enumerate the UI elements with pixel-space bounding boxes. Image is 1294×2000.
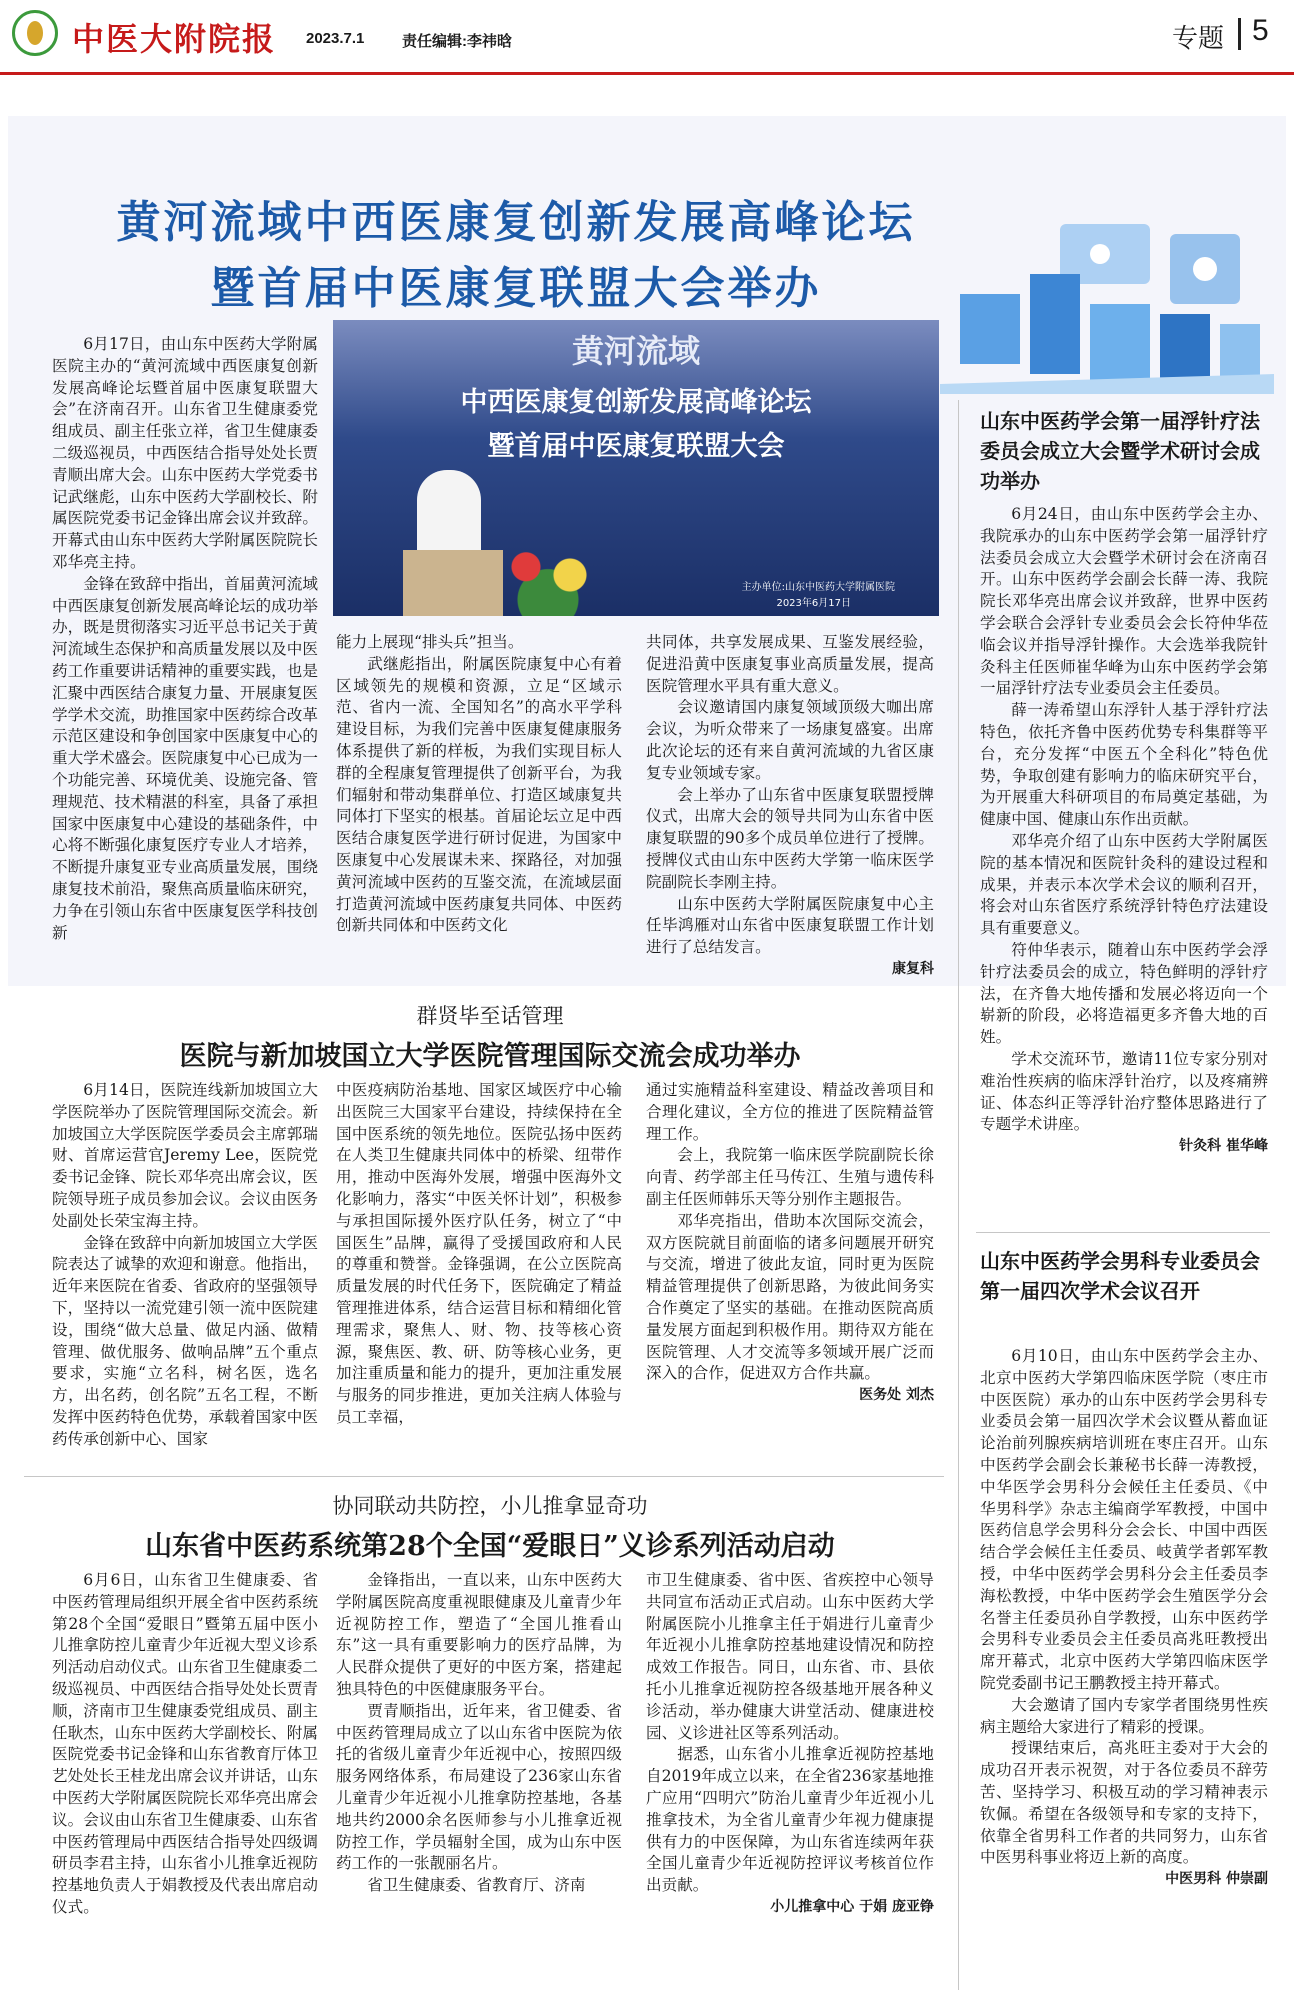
- lead-column-3: [646, 632, 934, 981]
- paragraph: 金锋指出，一直以来，山东中医药大学附属医院高度重视眼健康及儿童青少年近视防控工作，塑造了“全国儿推看山东”这一具有重要影响力的医疗品牌，为人民群众提供了更好的中医方案，搭建起独具特色的中医健康服务平台。: [336, 1571, 622, 1698]
- article2-column-2: [336, 1080, 622, 1429]
- paragraph: 薛一涛希望山东浮针人基于浮针疗法特色，依托齐鲁中医药优势专科集群等平台，充分发挥“中医五个全科化”特色优势，争取创建有影响力的临床研究平台，为开展重大科研项目的布局奠定基础，为健康中国、健康山东作出贡献。: [980, 701, 1268, 829]
- podium: [403, 550, 503, 616]
- article2-column-1: [52, 1080, 318, 1451]
- byline: 针灸科 崔华峰: [1179, 1138, 1268, 1155]
- paragraph: 学术交流环节，邀请11位专家分别对难治性疾病的临床浮针治疗，以及疼痛辨证、体态纠正等浮针治疗整体思路进行了专题学术讲座。: [980, 1049, 1268, 1134]
- lead-headline-line2: 暨首届中医康复联盟大会举办: [210, 263, 822, 314]
- paragraph: 大会邀请了国内专家学者围绕男性疾病主题给大家进行了精彩的授课。: [980, 1695, 1268, 1736]
- photo-banner-line1: 黄河流域: [571, 332, 700, 370]
- side2-body: [980, 1346, 1268, 1891]
- side1-body: [980, 504, 1268, 1158]
- paragraph: 据悉，山东省小儿推拿近视防控基地自2019年成立以来，在全省236家基地推广应用“四明穴”防治儿童青少年近视小儿推拿技术，为全省儿童青少年视力健康提供有力的中医保障，为山东省连续两年获全国儿童青少年近视防控评议考核首位作出贡献。: [646, 1745, 934, 1895]
- paragraph: 贾青顺指出，近年来，省卫健委、省中医药管理局成立了以山东省中医院为依托的省级儿童青少年近视中心，按照四级服务网络体系，布局建设了236家山东省儿童青少年近视小儿推拿防控基地，各基地共约2000余名医师参与小儿推拿近视防控工作，学员辐射全国，成为山东中医药工作的一张靓丽名片。: [336, 1701, 622, 1873]
- newspaper-logo-icon: [12, 10, 58, 56]
- article3-column-1: [52, 1570, 318, 1919]
- paragraph: 共同体，共享发展成果、互鉴发展经验，促进沿黄中医康复事业高质量发展，提高医院管理水平具有重大意义。: [646, 633, 934, 695]
- page-number: 5: [1252, 14, 1269, 47]
- paragraph: 授课结束后，高兆旺主委对于大会的成功召开表示祝贺，对于各位委员不辞劳苦、坚持学习、积极互动的学习精神表示钦佩。希望在各级领导和专家的支持下，依靠全省男科工作者的共同努力，山东省中医男科事业将迈上新的高度。: [980, 1739, 1268, 1867]
- paragraph: 邓华亮指出，借助本次国际交流会，双方医院就目前面临的诸多问题展开研究与交流，增进了彼此友谊，同时更为医院精益管理提供了创新思路，为彼此间务实合作奠定了坚实的基础。在推动医院高质量发展方面起到积极作用。期待双方能在医院管理、人才交流等多领域开展广泛而深入的合作，促进双方合作共赢。: [646, 1211, 934, 1383]
- byline: 小儿推拿中心 于娟 庞亚铮: [770, 1898, 934, 1915]
- paragraph: 6月14日，医院连线新加坡国立大学医院举办了医院管理国际交流会。新加坡国立大学医院医学委员会主席郭瑞财、首席运营官Jeremy Lee，医院党委书记金锋、院长邓华亮出席会议，医院领导班子成员参加会议。会议由医务处副处长荣宝海主持。: [52, 1081, 318, 1230]
- photo-banner-host: 主办单位:山东中医药大学附属医院: [741, 582, 895, 593]
- lead-column-1: [52, 334, 318, 944]
- photo-banner-line2: 中西医康复创新发展高峰论坛: [460, 387, 812, 418]
- byline: 中医男科 仲崇副: [1165, 1871, 1268, 1888]
- section-label: 专题: [1172, 24, 1225, 54]
- paragraph: 市卫生健康委、省中医、省疾控中心领导共同宣布活动正式启动。山东中医药大学附属医院小儿推拿主任于娟进行儿童青少年近视小儿推拿防控基地建设情况和防控成效工作报告。同日，山东省、市、县依托小儿推拿近视防控各级基地开展各种义诊活动，举办健康大讲堂活动、健康进校园、义诊进社区等系列活动。: [646, 1571, 934, 1742]
- article2-kicker: 群贤毕至话管理: [416, 1004, 564, 1028]
- photo-banner-line3: 暨首届中医康复联盟大会: [487, 431, 785, 462]
- paragraph: 6月17日，由山东中医药大学附属医院主办的“黄河流域中西医康复创新发展高峰论坛暨首届中医康复联盟大会”在济南召开。山东省卫生健康委党组成员、副主任张立祥，省卫生健康委二级巡视员，中西医结合指导处处长贾青顺出席大会。山东中医药大学党委书记武继彪，山东中医药大学副校长、附属医院党委书记金锋出席会议并致辞。开幕式由山东中医药大学附属医院院长邓华亮主持。: [52, 335, 318, 571]
- byline: 医务处 刘杰: [859, 1387, 934, 1404]
- masthead: [0, 0, 1294, 75]
- paragraph: 会上，我院第一临床医学院副院长徐向青、药学部主任马传江、生殖与遗传科副主任医师韩乐天等分别作主题报告。: [646, 1146, 934, 1208]
- paper-name: 中医大附院报: [72, 20, 277, 58]
- photo-banner-date: 2023年6月17日: [776, 598, 851, 609]
- byline: 康复科: [892, 960, 934, 977]
- side2-headline: 山东中医药学会男科专业委员会第一届四次学术会议召开: [980, 1249, 1260, 1303]
- article3-headline: 山东省中医药系统第28个全国“爱眼日”义诊系列活动启动: [145, 1531, 835, 1562]
- article3-column-2: [336, 1570, 622, 1897]
- issue-date: 2023.7.1: [306, 30, 365, 47]
- column-divider: [958, 400, 959, 1990]
- page-separator: [1238, 18, 1241, 50]
- article3-column-3: [646, 1570, 934, 1919]
- lead-headline-line1: 黄河流域中西医康复创新发展高峰论坛: [116, 197, 916, 248]
- paragraph: 6月6日，山东省卫生健康委、省中医药管理局组织开展全省中医药系统第28个全国“爱眼日”暨第五届中医小儿推拿防控儿童青少年近视大型义诊系列活动启动仪式。山东省卫生健康委二级巡视员、中西医结合指导处处长贾青顺，济南市卫生健康委党组成员、副主任耿杰，山东中医药大学副校长、附属医院党委书记金锋和山东省教育厅体卫艺处处长王桂龙出席会议并讲话，山东中医药大学附属医院院长邓华亮出席会议。会议由山东省卫生健康委、山东省中医药管理局中西医结合指导处四级调研员李君主持，山东省小儿推拿近视防控基地负责人于娟教授及代表出席启动仪式。: [52, 1571, 318, 1916]
- paragraph: 通过实施精益科室建设、精益改善项目和合理化建议，全方位的推进了医院精益管理工作。: [646, 1081, 934, 1143]
- paragraph: 武继彪指出，附属医院康复中心有着区域领先的规模和资源，立足“区域示范、省内一流、全国知名”的高水平学科建设目标，为我们完善中医康复健康服务体系提供了新的样板，为我们实现目标人群的全程康复管理提供了创新平台，为我们辐射和带动集群单位、打造区域康复共同体打下坚实的根基。首届论坛立足中西医结合康复医学进行研讨促进，为国家中医康复中心发展谋未来、探路径，对加强黄河流域中医药的互鉴交流，在流域层面打造黄河流域中医药康复共同体、中医药创新共同体和中医药文化: [336, 654, 622, 935]
- article2-column-3: [646, 1080, 934, 1407]
- paragraph: 6月24日，由山东中医药学会主办、我院承办的山东中医药学会第一届浮针疗法委员会成立大会暨学术研讨会在济南召开。山东中医药学会副会长薛一涛、我院院长邓华亮出席会议并致辞，世界中医药学会联合会浮针专业委员会会长符仲华莅临会议并指导浮针操作。大会选举我院针灸科主任医师崔华峰为山东中医药学会第一届浮针疗法专业委员会主任委员。: [980, 505, 1268, 698]
- paragraph: 金锋在致辞中向新加坡国立大学医院表达了诚挚的欢迎和谢意。他指出，近年来医院在省委、省政府的坚强领导下，坚持以一流党建引领一流中医院建设，围绕“做大总量、做足内涵、做精管理、做优服务、做响品牌”五个重点要求，实施“立名科，树名医，选名方，出名药，创名院”五名工程，不断发挥中医药特色优势，承载着国家中医药传承创新中心、国家: [52, 1233, 318, 1448]
- article3-kicker: 协同联动共防控，小儿推拿显奇功: [332, 1494, 648, 1518]
- lead-photo: [333, 320, 939, 616]
- lead-headline: [36, 190, 996, 322]
- flower-arrangement: [493, 534, 603, 616]
- paragraph: 邓华亮介绍了山东中医药大学附属医院的基本情况和医院针灸科的建设过程和成果，并表示本次学术会议的顺利召开，将会对山东省医疗系统浮针特色疗法建设具有重要意义。: [980, 831, 1268, 938]
- paragraph: 山东中医药大学附属医院康复中心主任毕鸿雁对山东省中医康复联盟工作计划进行了总结发言。: [646, 894, 934, 957]
- paragraph: 金锋在致辞中指出，首届黄河流域中西医康复创新发展高峰论坛的成功举办，既是贯彻落实习近平总书记关于黄河流域生态保护和高质量发展以及中医药工作重要讲话精神的重要实践，也是汇聚中西医结合康复力量、开展康复医学学术交流，助推国家中医药综合改革示范区建设和争创国家中医康复中心的重大学术盛会。医院康复中心已成为一个功能完善、环境优美、设施完备、管理规范、技术精湛的科室，具备了承担国家中医康复中心建设的基础条件，中心将不断强化康复医疗专业人才培养，不断提升康复亚专业高质量发展，围绕康复技术前沿，聚焦高质量临床研究，力争在引领山东省中医康复医学科技创新: [52, 574, 318, 942]
- lead-column-2: [336, 632, 622, 937]
- responsible-editor: 责任编辑:李祎晗: [402, 33, 512, 50]
- decorative-medical-illustration: [940, 214, 1274, 398]
- paragraph: 会议邀请国内康复领域顶级大咖出席会议，为听众带来了一场康复盛宴。出席此次论坛的还有来自黄河流域的九省区康复专业领域专家。: [646, 698, 934, 782]
- divider: [976, 1232, 1270, 1233]
- side1-headline: 山东中医药学会第一届浮针疗法委员会成立大会暨学术研讨会成功举办: [980, 409, 1260, 493]
- paragraph: 6月10日，由山东中医药学会主办、北京中医药大学第四临床医学院（枣庄市中医医院）承办的山东中医药学会男科专业委员会第一届四次学术会议暨从蓄血证论治前列腺疾病培训班在枣庄召开。山东中医药学会副会长兼秘书长薛一涛教授，中华医学会男科分会候任主任委员、《中华男科学》杂志主编商学军教授，中国中医药信息学会男科分会会长、中国中西医结合学会候任主任委员、岐黄学者郭军教授，中华中医药学会男科分会主任委员李海松教授，中华中医药学会生殖医学分会名誉主任委员孙自学教授，山东中医药学会男科专业委员会主任委员高兆旺教授出席开幕式，北京中医药大学第四临床医学院党委副书记王鹏教授主持开幕式。: [980, 1347, 1268, 1692]
- paragraph: 能力上展现“排头兵”担当。: [336, 633, 524, 651]
- paragraph: 符仲华表示，随着山东中医药学会浮针疗法委员会的成立，特色鲜明的浮针疗法，在齐鲁大地传播和发展必将迈向一个崭新的阶段，必将造福更多齐鲁大地的百姓。: [980, 940, 1268, 1047]
- divider: [24, 1476, 944, 1477]
- paragraph: 省卫生健康委、省教育厅、济南: [367, 1876, 586, 1895]
- paragraph: 会上举办了山东省中医康复联盟授牌仪式，出席大会的领导共同为山东省中医康复联盟的90多个成员单位进行了授牌。授牌仪式由山东中医药大学第一临床医学院副院长李刚主持。: [646, 785, 934, 891]
- paragraph: 中医疫病防治基地、国家区域医疗中心输出医院三大国家平台建设，持续保持在全国中医系统的领先地位。医院弘扬中医药在人类卫生健康共同体中的桥梁、纽带作用，推动中医海外发展，增强中医海外文化影响力，落实“中医关怀计划”，积极参与承担国际援外医疗队任务，树立了“中国医生”品牌，赢得了受援国政府和人民的尊重和赞誉。金锋强调，在公立医院高质量发展的时代任务下，医院确定了精益管理推进体系，结合运营目标和精细化管理需求，聚焦人、财、物、技等核心资源，聚焦医、教、研、防等核心业务，更加注重质量和能力的提升，更加注重发展与服务的同步推进，更加关注病人体验与员工幸福，: [336, 1081, 622, 1426]
- article2-headline: 医院与新加坡国立大学医院管理国际交流会成功举办: [179, 1041, 801, 1072]
